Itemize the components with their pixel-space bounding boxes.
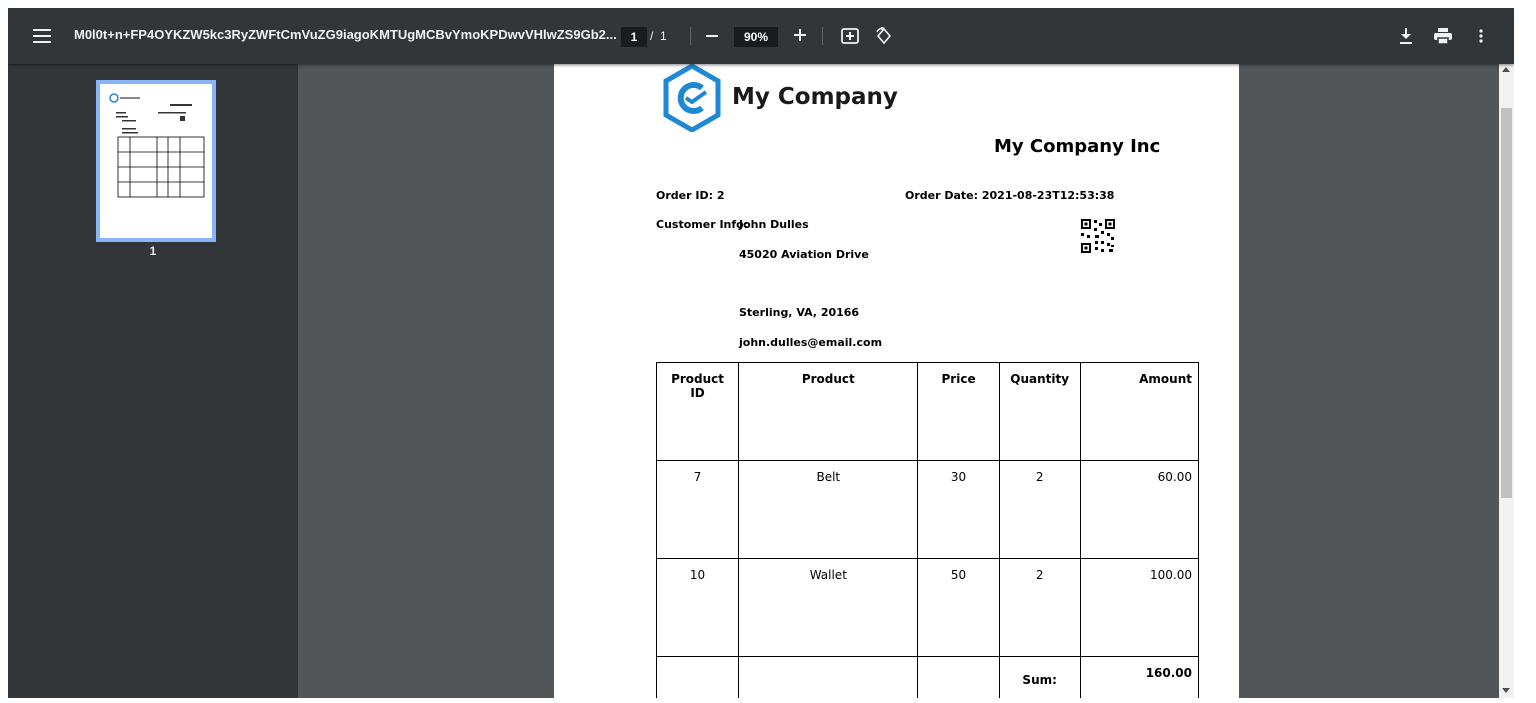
cell-amount: 100.00: [1080, 559, 1198, 657]
menu-icon: [33, 29, 51, 43]
more-vert-icon: [1479, 29, 1483, 43]
menu-button[interactable]: [28, 24, 56, 48]
page-number-input[interactable]: 1: [621, 27, 647, 47]
cell-product-id: 10: [657, 559, 739, 657]
minus-icon: [706, 35, 718, 37]
scroll-down-arrow-icon[interactable]: [1502, 688, 1510, 693]
thumbnail-page-number: 1: [149, 244, 157, 258]
document-title: M0l0t+n+FP4OYKZW5kc3RyZWFtCmVuZG9iagoKMTUgMCBvYmoKPDwvVHlwZS9Gb2...: [74, 27, 617, 42]
column-header: Quantity: [999, 363, 1080, 461]
customer-info-label: Customer Info:: [656, 218, 749, 231]
cell-empty: [918, 657, 999, 699]
table-header-row: [657, 363, 1199, 461]
rotate-icon: [875, 27, 893, 45]
cell-price: 30: [918, 461, 999, 559]
sum-value: 160.00: [1080, 657, 1198, 699]
page-thumbnail[interactable]: [96, 80, 216, 242]
more-options-button[interactable]: [1472, 26, 1490, 46]
print-icon: [1434, 28, 1452, 44]
cell-product: Wallet: [739, 559, 918, 657]
address-line-2: Sterling, VA, 20166: [739, 306, 860, 319]
cell-quantity: 2: [999, 461, 1080, 559]
cell-product-id: 7: [657, 461, 739, 559]
rotate-button[interactable]: [874, 26, 894, 46]
scroll-up-arrow-icon[interactable]: [1502, 67, 1510, 72]
plus-icon: [794, 29, 806, 41]
table-sum-row: [657, 657, 1199, 699]
cell-empty: [657, 657, 739, 699]
column-header: Price: [918, 363, 999, 461]
toolbar-divider: [690, 27, 691, 45]
customer-name: John Dulles: [739, 218, 809, 231]
cell-product: Belt: [739, 461, 918, 559]
document-viewer: [298, 64, 1499, 698]
print-button[interactable]: [1432, 26, 1454, 46]
vertical-scrollbar[interactable]: [1499, 64, 1514, 698]
zoom-in-button[interactable]: [790, 24, 810, 46]
order-id: Order ID: 2: [656, 189, 725, 202]
qr-code-icon: [1081, 219, 1115, 253]
download-icon: [1399, 28, 1413, 44]
address-line-1: 45020 Aviation Drive: [739, 248, 869, 261]
download-button[interactable]: [1396, 26, 1416, 46]
zoom-out-button[interactable]: [702, 25, 722, 47]
cell-amount: 60.00: [1080, 461, 1198, 559]
customer-email: john.dulles@email.com: [739, 336, 883, 349]
toolbar-divider: [822, 27, 823, 45]
pdf-viewer: [8, 8, 1514, 698]
company-logo-icon: [662, 64, 722, 132]
cell-empty: [739, 657, 918, 699]
page-separator: /: [650, 29, 654, 43]
column-header: Product ID: [657, 363, 739, 461]
table-row: [657, 461, 1199, 559]
fit-page-button[interactable]: [840, 26, 860, 46]
page-total: 1: [660, 29, 667, 43]
thumbnail-sidebar: [8, 64, 298, 698]
cell-quantity: 2: [999, 559, 1080, 657]
cell-price: 50: [918, 559, 999, 657]
pdf-page: [554, 64, 1239, 698]
zoom-input[interactable]: 90%: [734, 27, 778, 47]
company-name: My Company Inc: [994, 136, 1161, 157]
order-items-table: [656, 362, 1199, 698]
column-header: Amount: [1080, 363, 1198, 461]
column-header: Product: [739, 363, 918, 461]
table-row: [657, 559, 1199, 657]
fit-page-icon: [841, 28, 859, 44]
scrollbar-thumb[interactable]: [1501, 108, 1512, 498]
logo-text: My Company: [732, 84, 898, 110]
sum-label: Sum:: [999, 657, 1080, 699]
thumbnail-preview: [100, 84, 212, 238]
toolbar: [8, 8, 1514, 64]
order-date: Order Date: 2021-08-23T12:53:38: [905, 189, 1115, 202]
